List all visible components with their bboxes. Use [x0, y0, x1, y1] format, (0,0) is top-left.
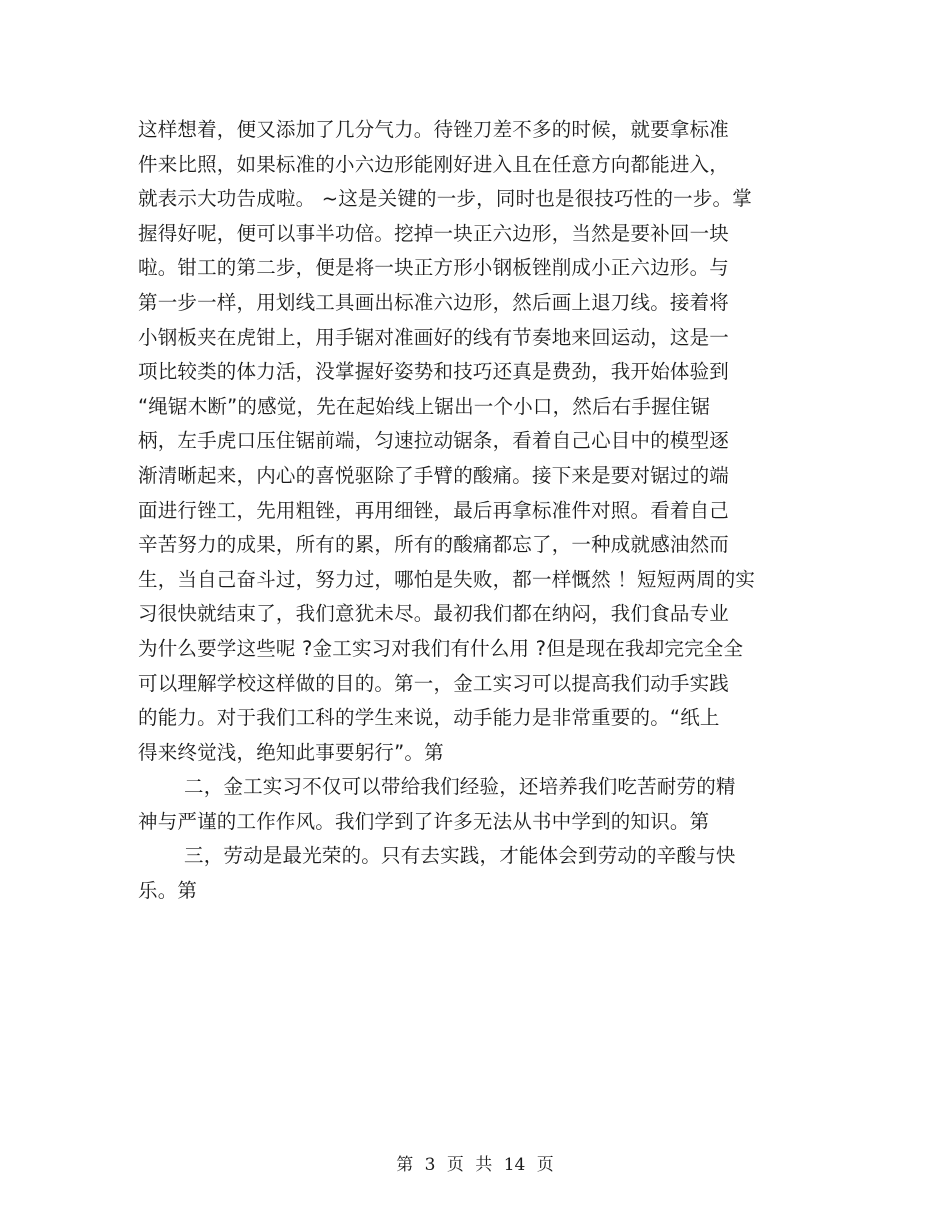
text-line: 小钢板夹在虎钳上，用手锯对准画好的线有节奏地来回运动，这是一	[138, 325, 730, 349]
text-line: 渐清晰起来，内心的喜悦驱除了手臂的酸痛。接下来是要对锯过的端	[138, 463, 730, 487]
text-line: 项比较类的体力活，没掌握好姿势和技巧还真是费劲，我开始体验到	[138, 360, 730, 384]
text-line: 神与严谨的工作作风。我们学到了许多无法从书中学到的知识。第	[138, 809, 710, 833]
body-text	[138, 113, 818, 909]
text-line: 柄，左手虎口压住锯前端，匀速拉动锯条，看着自己心目中的模型逐	[138, 429, 730, 453]
text-line: 这样想着，便又添加了几分气力。待锉刀差不多的时候，就要拿标准	[138, 118, 730, 141]
text-line: 啦。钳工的第二步，便是将一块正方形小钢板锉削成小正六边形。与	[138, 256, 730, 280]
text-line: 得来终觉浅，绝知此事要躬行”。第	[138, 740, 444, 764]
text-line: 握得好呢，便可以事半功倍。挖掉一块正六边形，当然是要补回一块	[138, 221, 730, 245]
text-line: 三，劳动是最光荣的。只有去实践，才能体会到劳动的辛酸与快	[184, 844, 736, 868]
text-line: 二，金工实习不仅可以带给我们经验，还培养我们吃苦耐劳的精	[184, 775, 736, 799]
text-line: 的能力。对于我们工科的学生来说，动手能力是非常重要的。“纸上	[138, 706, 720, 730]
text-line: “绳锯木断”的感觉，先在起始线上锯出一个小口，然后右手握住锯	[138, 394, 711, 418]
text-line: 就表示大功告成啦。 ~这是关键的一步，同时也是很技巧性的一步。掌	[138, 187, 752, 211]
page-footer: 第 3 页 共 14 页	[396, 1155, 554, 1175]
text-line: 为什么要学这些呢 ?金工实习对我们有什么用 ?但是现在我却完完全全	[138, 636, 744, 660]
text-line: 面进行锉工，先用粗锉，再用细锉，最后再拿标准件对照。看着自己	[138, 498, 730, 522]
text-line: 生，当自己奋斗过，努力过，哪怕是失败，都一样慨然 ！短短两周的实	[138, 567, 756, 591]
text-line: 件来比照，如果标准的小六边形能刚好进入且在任意方向都能进入，	[138, 152, 730, 176]
text-line: 可以理解学校这样做的目的。第一，金工实习可以提高我们动手实践	[138, 671, 730, 695]
text-line: 习很快就结束了，我们意犹未尽。最初我们都在纳闷，我们食品专业	[138, 602, 730, 626]
text-line: 辛苦努力的成果，所有的累，所有的酸痛都忘了，一种成就感油然而	[138, 533, 730, 557]
text-line: 第一步一样，用划线工具画出标准六边形，然后画上退刀线。接着将	[138, 290, 730, 314]
text-line: 乐。第	[138, 879, 198, 903]
